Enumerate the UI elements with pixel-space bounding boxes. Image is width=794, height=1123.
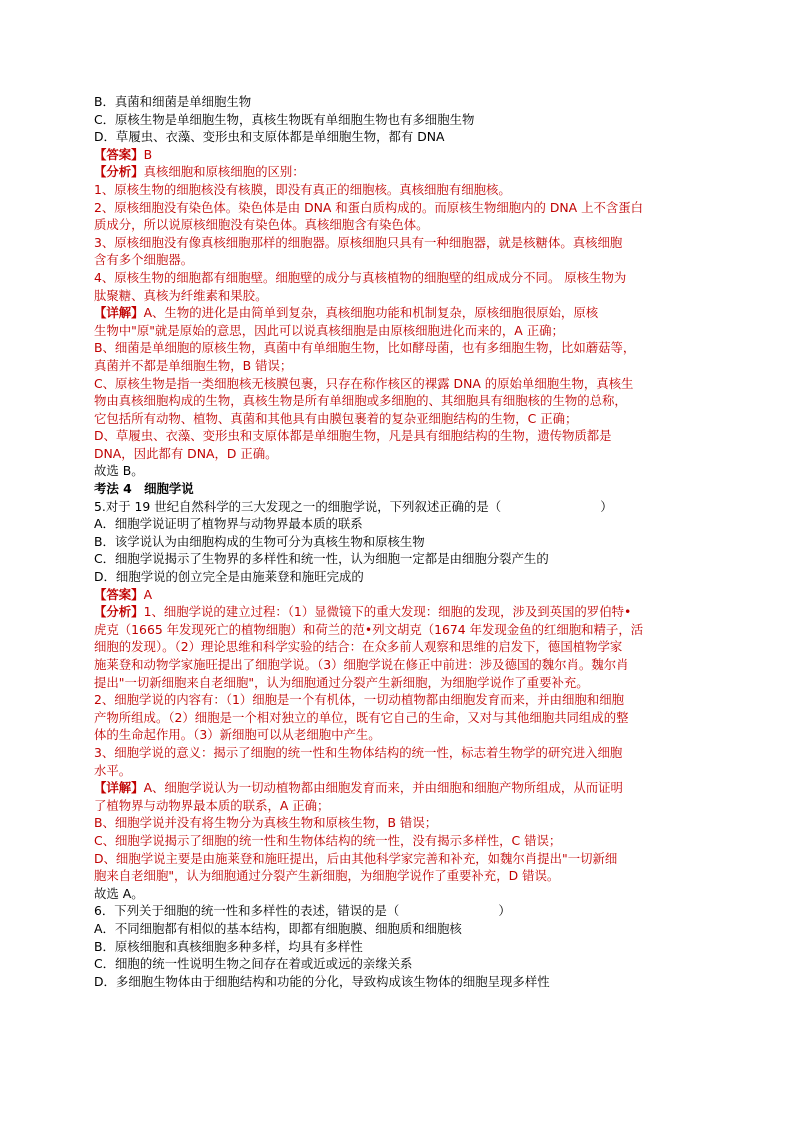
explanation-line: 3、原核细胞没有像真核细胞那样的细胞器。原核细胞只具有一种细胞器，就是核糖体。真核细胞 [94, 234, 623, 250]
explanation-line: 了植物界与动物界最本质的联系，A 正确； [94, 797, 330, 813]
explanation-line: 3、细胞学说的意义：揭示了细胞的统一性和生物体结构的统一性，标志着生物学的研究进入细胞 [94, 744, 623, 760]
explanation-line: 它包括所有动物、植物、真菌和其他具有由膜包裹着的复杂亚细胞结构的生物，C 正确； [94, 410, 578, 426]
labeled-line [94, 603, 704, 621]
explanation-line: 虎克（1665 年发现死亡的植物细胞）和荷兰的范•列文胡克（1674 年发现金鱼的红细胞和精子，活 [94, 621, 644, 637]
explanation-line: 施莱登和动物学家施旺提出了细胞学说。（3）细胞学说在修正中前进：涉及德国的魏尔肖。魏尔肖 [94, 657, 629, 672]
explanation-line: 2、细胞学说的内容有：（1）细胞是一个有机体，一切动植物都由细胞发育而来，并由细胞和细胞 [94, 692, 624, 708]
section-text: B [143, 146, 153, 162]
question-line: 5.对于 19 世纪自然科学的三大发现之一的细胞学说，下列叙述正确的是（ ） [94, 498, 613, 514]
explanation-line: 胞来自老细胞"，认为细胞通过分裂产生新细胞，为细胞学说作了重要补充，D 错误。 [94, 868, 560, 884]
explanation-line: 产物所组成。（2）细胞是一个相对独立的单位，既有它自己的生命，又对与其他细胞共同组成的整 [94, 709, 629, 725]
explanation-line: 质成分，所以说原核细胞没有染色体。真核细胞含有染色体。 [94, 217, 429, 233]
question-line: 故选 B。 [94, 463, 144, 479]
question-line: C．细胞学说揭示了生物界的多样性和统一性，认为细胞一定都是由细胞分裂产生的 [94, 551, 549, 567]
labeled-line [94, 163, 704, 181]
explanation-line: D、草履虫、衣藻、变形虫和支原体都是单细胞生物，凡是具有细胞结构的生物，遗传物质都是 [94, 428, 612, 444]
explanation-line: 提出"一切新细胞来自老细胞"，认为细胞通过分裂产生新细胞，为细胞学说作了重要补充。 [94, 674, 589, 690]
question-line: 故选 A。 [94, 885, 144, 901]
section-label: 【分析】 [94, 164, 144, 180]
labeled-line [94, 586, 704, 604]
labeled-line [94, 779, 704, 797]
section-label: 【详解】 [94, 780, 144, 796]
question-line: A．细胞学说证明了植物界与动物界最本质的联系 [94, 516, 363, 532]
explanation-line: D、细胞学说主要是由施莱登和施旺提出，后由其他科学家完善和补充，如魏尔肖提出"一切新细 [94, 850, 618, 866]
question-line: B．真菌和细菌是单细胞生物 [94, 94, 252, 109]
explanation-line: 细胞的发现）。（2）理论思维和科学实验的结合：在众多前人观察和思维的启发下，德国植物学家 [94, 639, 623, 655]
explanation-line: C、细胞学说揭示了细胞的统一性和生物体结构的统一性，没有揭示多样性，C 错误； [94, 832, 562, 848]
explanation-line: B、细胞学说并没有将生物分为真核生物和原核生物，B 错误； [94, 815, 438, 831]
question-line: 6．下列关于细胞的统一性和多样性的表述，错误的是（ ） [94, 903, 511, 919]
question-line: C．原核生物是单细胞生物，真核生物既有单细胞生物也有多细胞生物 [94, 111, 475, 127]
document-page [94, 93, 704, 990]
section-text: A、细胞学说认为一切动植物都由细胞发育而来，并由细胞和细胞产物所组成，从而证明 [143, 780, 623, 796]
explanation-line: 生物中"原"就是原始的意思，因此可以说真核细胞是由原核细胞进化而来的，A 正确； [94, 322, 564, 338]
section-heading: 考法 4 细胞学说 [94, 481, 194, 497]
explanation-line: 真菌并不都是单细胞生物，B 错误； [94, 357, 293, 373]
section-text: 真核细胞和原核细胞的区别： [143, 164, 305, 180]
explanation-line: 4、原核生物的细胞都有细胞壁。细胞壁的成分与真核植物的细胞壁的组成成分不同。 原核生物为 [94, 269, 627, 285]
question-line: B．原核细胞和真核细胞多种多样，均具有多样性 [94, 938, 363, 954]
explanation-line: B、细菌是单细胞的原核生物，真菌中有单细胞生物，比如酵母菌，也有多细胞生物，比如蘑菇等， [94, 340, 636, 356]
section-label: 【答案】 [94, 586, 144, 602]
question-line: B．该学说认为由细胞构成的生物可分为真核生物和原核生物 [94, 533, 425, 549]
section-text: 1、细胞学说的建立过程：（1）显微镜下的重大发现：细胞的发现，涉及到英国的罗伯特• [143, 604, 632, 620]
explanation-line: 体的生命起作用。（3）新细胞可以从老细胞中产生。 [94, 727, 381, 743]
labeled-line [94, 304, 704, 322]
explanation-line: 1、原核生物的细胞核没有核膜，即没有真正的细胞核。真核细胞有细胞核。 [94, 181, 511, 197]
explanation-line: 肽聚糖、真核为纤维素和果胶。 [94, 287, 268, 303]
explanation-line: 2、原核细胞没有染色体。染色体是由 DNA 和蛋白质构成的。而原核生物细胞内的 DNA 上不含蛋白 [94, 199, 644, 215]
section-label: 【答案】 [94, 146, 144, 162]
explanation-line: DNA，因此都有 DNA，D 正确。 [94, 445, 278, 461]
section-label: 【详解】 [94, 305, 144, 321]
explanation-line: C、原核生物是指一类细胞核无核膜包裹，只存在称作核区的裸露 DNA 的原始单细胞生物，真核生 [94, 375, 634, 391]
explanation-line: 水平。 [94, 762, 132, 778]
question-line: D．草履虫、衣藻、变形虫和支原体都是单细胞生物，都有 DNA [94, 129, 445, 145]
explanation-line: 物由真核细胞构成的生物，真核生物是所有单细胞或多细胞的、其细胞具有细胞核的生物的总称， [94, 393, 627, 409]
question-line: C．细胞的统一性说明生物之间存在着或近或远的亲缘关系 [94, 956, 413, 972]
question-line: D．细胞学说的创立完全是由施莱登和施旺完成的 [94, 569, 364, 585]
section-text: A [143, 586, 153, 602]
explanation-line: 含有多个细胞器。 [94, 252, 194, 268]
question-line: D．多细胞生物体由于细胞结构和功能的分化，导致构成该生物体的细胞呈现多样性 [94, 973, 550, 989]
question-line: A．不同细胞都有相似的基本结构，即都有细胞膜、细胞质和细胞核 [94, 920, 462, 936]
section-label: 【分析】 [94, 604, 144, 620]
labeled-line [94, 146, 704, 164]
section-text: A、生物的进化是由简单到复杂，真核细胞功能和机制复杂，原核细胞很原始，原核 [143, 305, 599, 321]
